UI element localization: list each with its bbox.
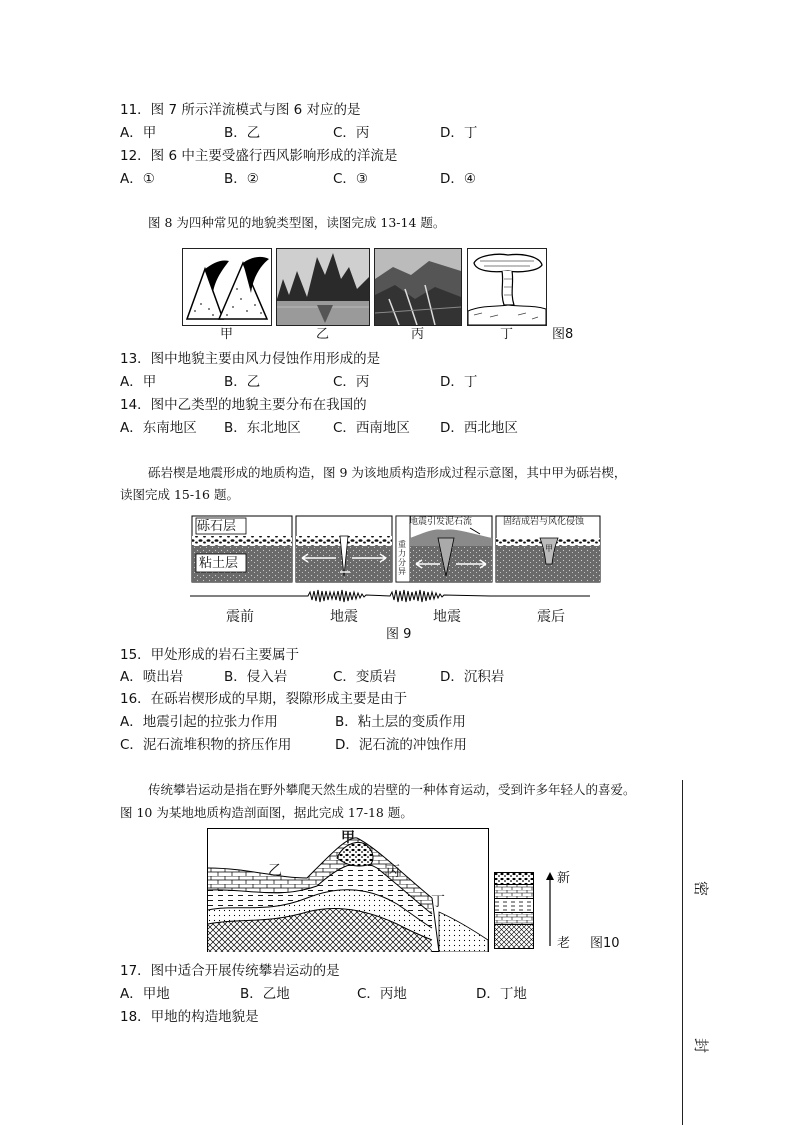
- intro-15-16-line1: 砾岩楔是地震形成的地质构造，图 9 为该地质构造形成过程示意图，其中甲为砾岩楔，: [148, 465, 627, 480]
- fig10-age-arrow: [545, 870, 555, 948]
- q16-option-b: B．粘土层的变质作用: [335, 714, 466, 730]
- q13-stem: 13．图中地貌主要由风力侵蚀作用形成的是: [120, 351, 381, 367]
- fig9-box3-title: 地震引发泥石流: [409, 517, 473, 527]
- fig10-legend-old: 老: [557, 936, 571, 951]
- fig9-layer-gravel: 砾石层: [197, 519, 237, 534]
- seal-char-feng: 封: [692, 1037, 711, 1054]
- fig10-legend-new: 新: [557, 871, 571, 886]
- q17-option-d: D．丁地: [476, 986, 527, 1002]
- q12-option-b: B．②: [224, 171, 259, 187]
- q11-stem: 11．图 7 所示洋流模式与图 6 对应的是: [120, 102, 361, 118]
- intro-17-18-line1: 传统攀岩运动是指在野外攀爬天然生成的岩壁的一种体育运动，受到许多年轻人的喜爱。: [148, 782, 636, 797]
- q12-option-d: D．④: [440, 171, 476, 187]
- fig10-label-bing: 丙: [386, 864, 400, 880]
- fig10-label-jia: 甲: [341, 830, 355, 846]
- fig10-label-yi: 乙: [268, 863, 282, 879]
- q17-stem: 17．图中适合开展传统攀岩运动的是: [120, 963, 340, 979]
- intro-17-18-line2: 图 10 为某地地质构造剖面图，据此完成 17-18 题。: [120, 805, 413, 820]
- q14-stem: 14．图中乙类型的地貌主要分布在我国的: [120, 397, 367, 413]
- q16-option-d: D．泥石流的冲蚀作用: [335, 737, 467, 753]
- fig8-image-ding: [467, 248, 547, 326]
- fig9-stage-before: 震前: [226, 609, 254, 625]
- fig8-image-yi: [276, 248, 370, 326]
- q16-option-c: C．泥石流堆积物的挤压作用: [120, 737, 292, 753]
- fig10-label-ding: 丁: [431, 894, 445, 910]
- q14-option-c: C．西南地区: [333, 420, 410, 436]
- q16-option-a: A．地震引起的拉张力作用: [120, 714, 278, 730]
- fig9-box4-title: 固结成岩与风化侵蚀: [503, 517, 585, 527]
- fig10-caption: 图10: [590, 936, 620, 951]
- q14-option-d: D．西北地区: [440, 420, 518, 436]
- fig8-image-jia: [182, 248, 272, 326]
- q12-stem: 12．图 6 中主要受盛行西风影响形成的洋流是: [120, 148, 398, 164]
- q11-option-c: C．丙: [333, 125, 370, 141]
- fig9-layer-clay: 粘土层: [199, 556, 239, 571]
- fig9-stage-after: 震后: [537, 609, 565, 625]
- fig8-label-bing: 丙: [411, 327, 425, 342]
- fig9-stage-quake1: 地震: [330, 609, 358, 625]
- q12-option-a: A．①: [120, 171, 155, 187]
- q18-stem: 18．甲地的构造地貌是: [120, 1009, 259, 1025]
- q14-option-b: B．东北地区: [224, 420, 301, 436]
- q14-option-a: A．东南地区: [120, 420, 197, 436]
- seal-margin-line: [682, 780, 683, 1125]
- q15-stem: 15．甲处形成的岩石主要属于: [120, 647, 300, 663]
- intro-13-14: 图 8 为四种常见的地貌类型图，读图完成 13-14 题。: [148, 215, 446, 230]
- q15-option-c: C．变质岩: [333, 669, 397, 685]
- fig9-marker-jia: 甲: [545, 544, 553, 553]
- fig9-box3-side: 重力分异: [398, 540, 406, 576]
- fig8-label-ding: 丁: [500, 327, 514, 342]
- q15-option-d: D．沉积岩: [440, 669, 505, 685]
- q15-option-a: A．喷出岩: [120, 669, 184, 685]
- q13-option-b: B．乙: [224, 374, 261, 390]
- q13-option-a: A．甲: [120, 374, 157, 390]
- seal-char-mi: 密: [692, 880, 711, 897]
- q11-option-a: A．甲: [120, 125, 157, 141]
- q17-option-b: B．乙地: [240, 986, 290, 1002]
- intro-15-16-line2: 读图完成 15-16 题。: [120, 487, 239, 502]
- fig8-label-yi: 乙: [316, 327, 330, 342]
- fig8-image-bing: [374, 248, 462, 326]
- fig8-label-jia: 甲: [220, 327, 234, 342]
- q17-option-c: C．丙地: [357, 986, 407, 1002]
- fig9-stage-quake2: 地震: [433, 609, 461, 625]
- fig10-legend-column: [494, 872, 534, 950]
- q13-option-d: D．丁: [440, 374, 478, 390]
- q16-stem: 16．在砾岩楔形成的早期，裂隙形成主要是由于: [120, 691, 408, 707]
- q13-option-c: C．丙: [333, 374, 370, 390]
- q17-option-a: A．甲地: [120, 986, 170, 1002]
- q11-option-b: B．乙: [224, 125, 261, 141]
- q12-option-c: C．③: [333, 171, 369, 187]
- fig8-caption: 图8: [552, 327, 574, 342]
- q15-option-b: B．侵入岩: [224, 669, 288, 685]
- q11-option-d: D．丁: [440, 125, 478, 141]
- fig9-caption: 图 9: [386, 627, 412, 642]
